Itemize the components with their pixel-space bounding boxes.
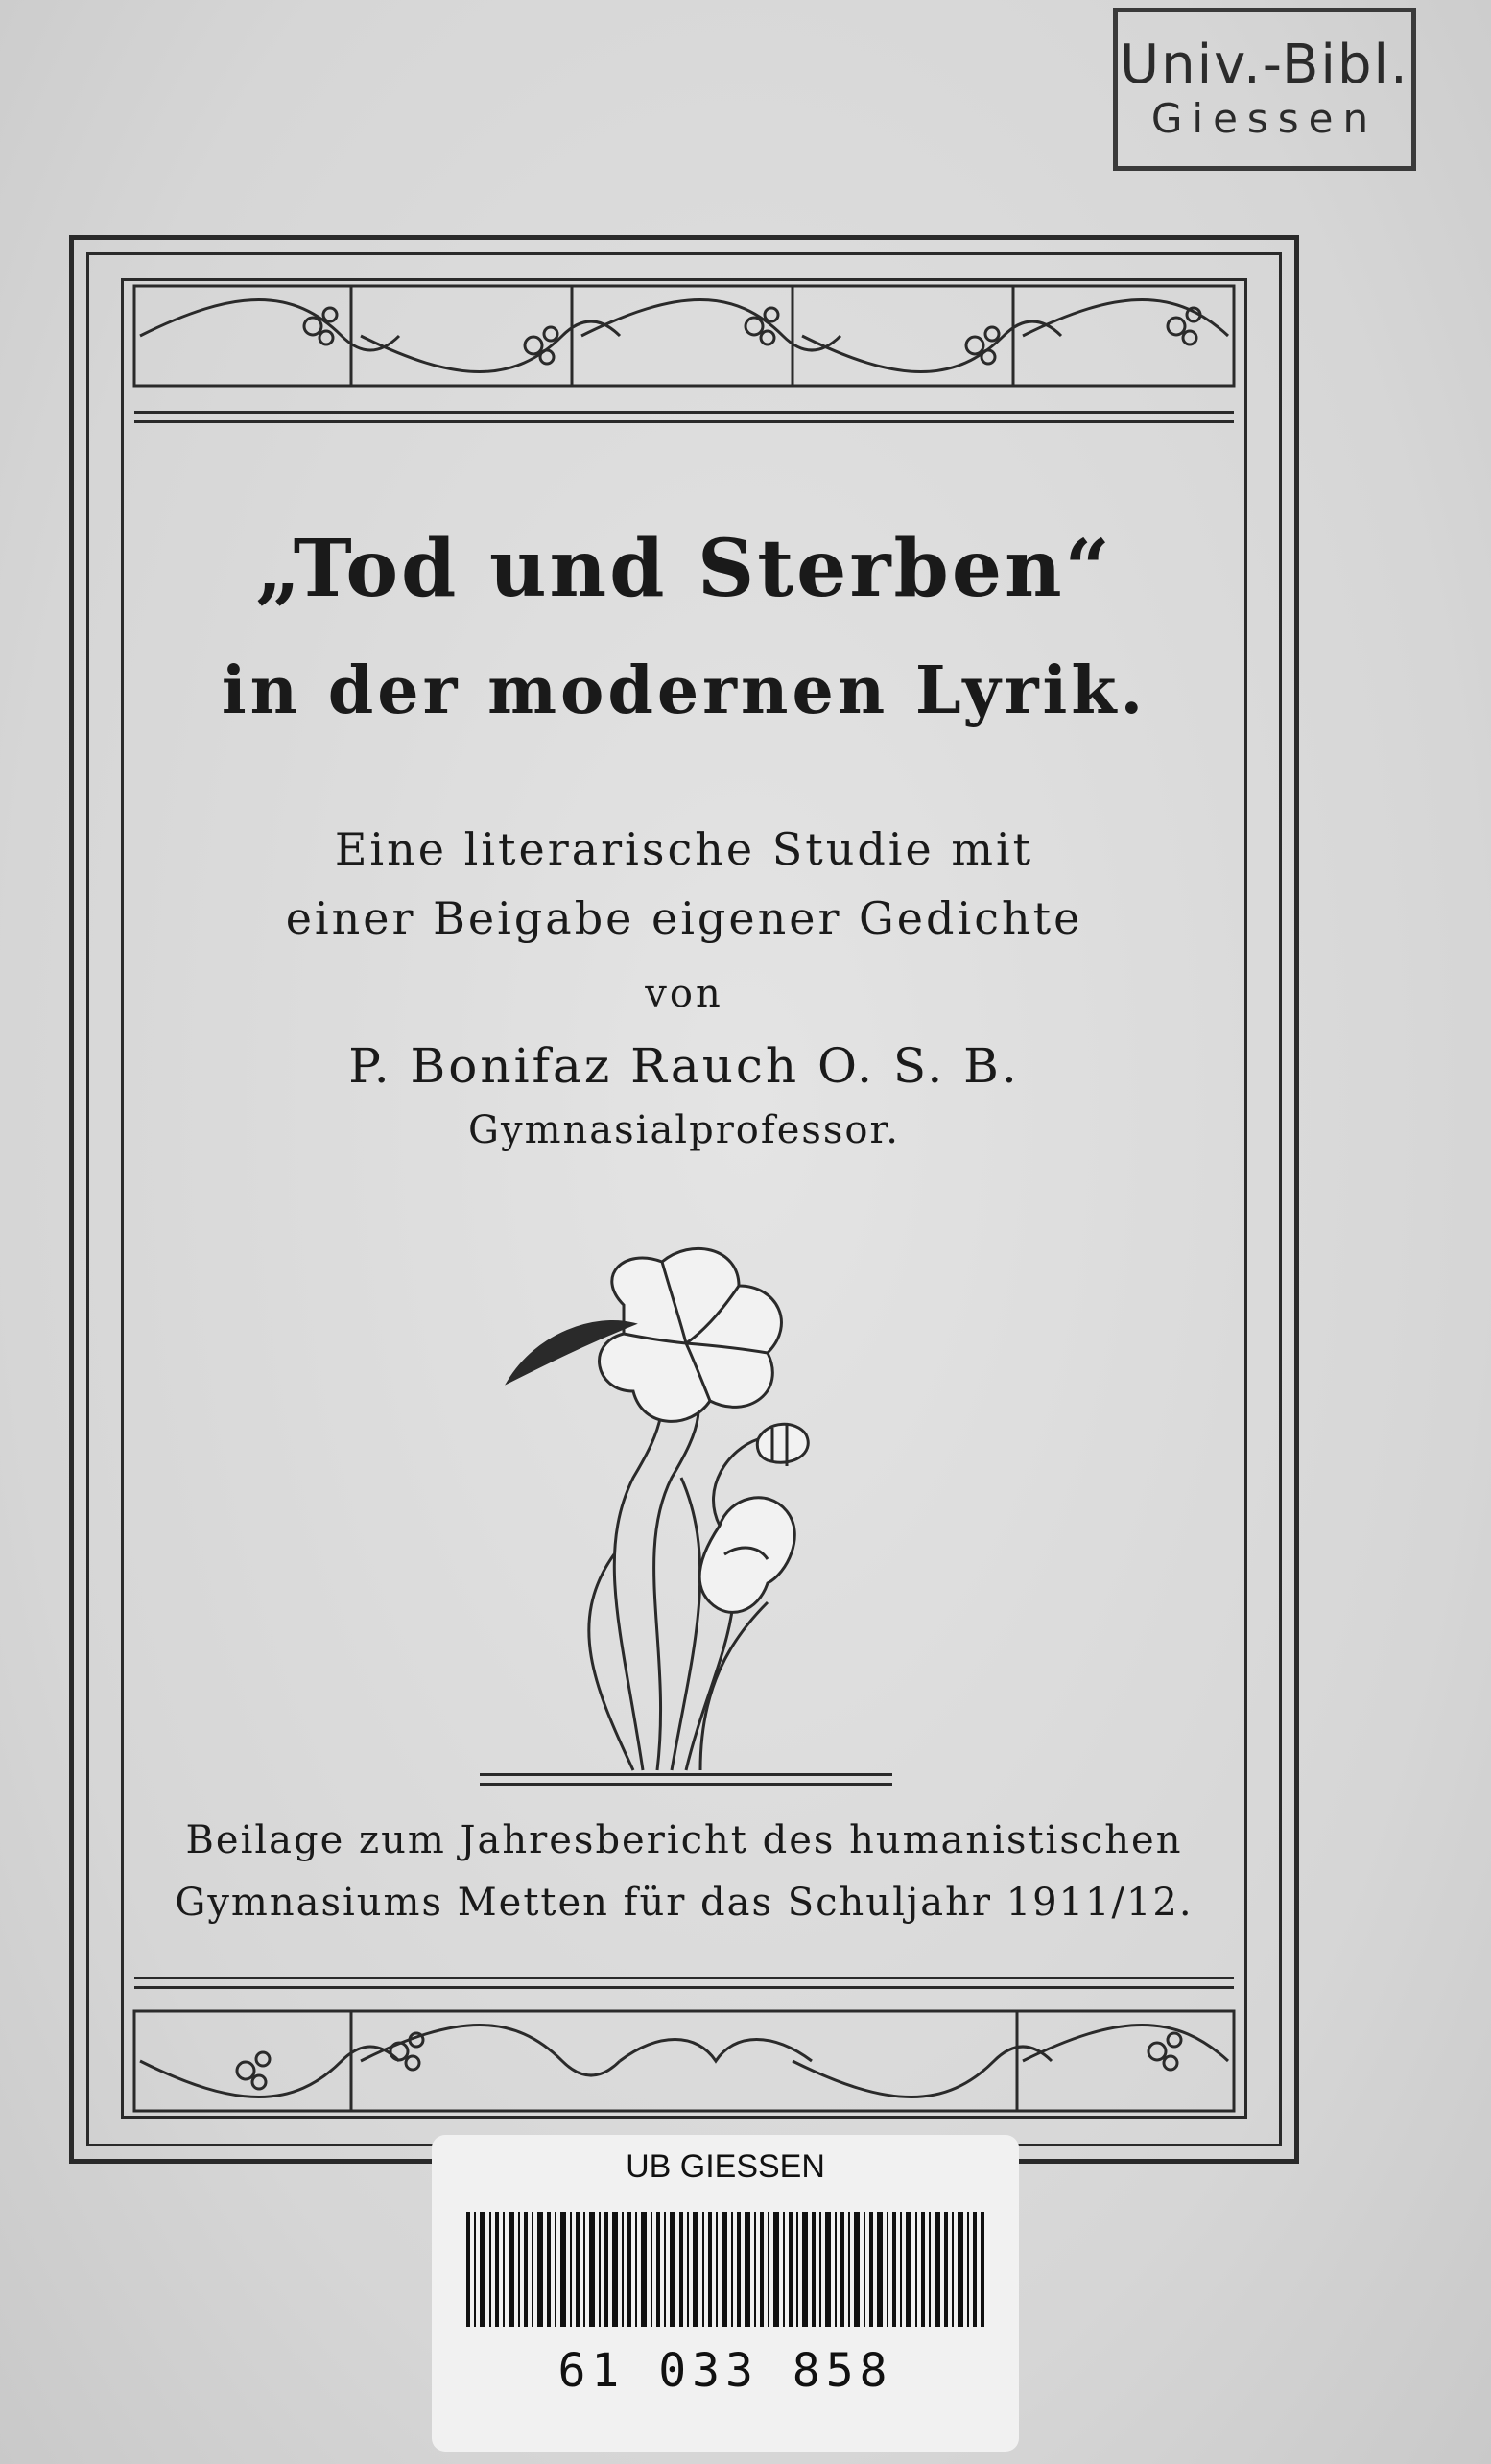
author-name: P. Bonifaz Rauch O. S. B. [348,1038,1020,1094]
supplement-line-2: Gymnasiums Metten für das Schuljahr 1911/12. [175,1881,1194,1925]
ornament-band-bottom [121,2003,1247,2119]
rule-top-2 [134,420,1234,423]
title-line-2: in der modernen Lyrik. [221,652,1148,729]
subtitle-line-2: einer Beigabe eigener Gedichte [285,892,1083,944]
byline-von: von [645,972,723,1016]
barcode-label [432,2135,1019,2452]
subtitle-line-1: Eine literarische Studie mit [334,823,1034,875]
author-profession: Gymnasialprofessor. [468,1108,900,1152]
library-stamp [1113,8,1416,171]
ground-rule-1 [480,1773,892,1776]
ornament-band-top [121,278,1247,393]
barcode-number: 61 033 858 [557,2344,893,2398]
barcode [466,2212,984,2327]
label-title: UB GIESSEN [626,2148,825,2185]
title-line-1: „Tod und Sterben“ [255,523,1113,615]
stamp-line-2: Giessen [1150,95,1379,142]
supplement-line-1: Beilage zum Jahresbericht des humanistischen [185,1818,1183,1862]
flower-illustration [480,1238,883,1775]
rule-top-1 [134,411,1234,414]
stamp-line-1: Univ.-Bibl. [1120,34,1409,96]
ground-rule-2 [480,1783,892,1786]
rule-bottom-1 [134,1977,1234,1979]
rule-bottom-2 [134,1986,1234,1989]
